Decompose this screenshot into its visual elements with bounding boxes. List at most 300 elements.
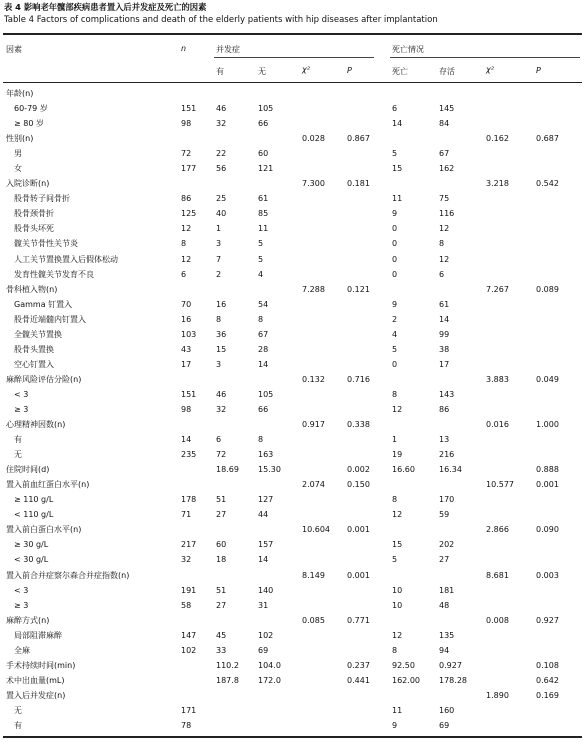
row-label: 60-79 岁 [14,104,48,114]
table-cell: 162.00 [392,675,420,685]
table-row [0,643,585,658]
table-cell: 0 [392,239,398,249]
row-label: < 30 g/L [14,555,49,565]
table-cell: 15 [216,344,227,354]
table-cell: 70 [181,299,192,309]
table-cell: 33 [216,645,227,655]
table-cell: 0.108 [536,660,559,670]
table-cell: 46 [216,104,227,114]
table-cell: 143 [439,389,455,399]
table-cell: 163 [258,450,274,460]
table-cell: 0.542 [536,179,559,189]
table-cell: 0.181 [347,179,370,189]
table-row [0,613,585,628]
table-cell: 7 [216,254,222,264]
table-cell: 86 [439,404,450,414]
table-cell: 172.0 [258,675,281,685]
table-cell: 0 [392,269,398,279]
table-cell: 9 [392,720,398,730]
table-cell: 10.604 [302,525,330,535]
table-row [0,387,585,402]
table-cell: 14 [258,359,269,369]
table-cell: 102 [181,645,197,655]
table-cell: 16 [216,299,227,309]
table-cell: 1 [392,435,398,445]
table-cell: 71 [181,510,192,520]
table-row [0,357,585,372]
table-cell: 8 [392,495,398,505]
table-cell: 72 [181,149,192,159]
row-label: 女 [14,164,22,174]
table-cell: 1.000 [536,420,559,430]
table-cell: 1.890 [486,690,509,700]
table-cell: 0.441 [347,675,370,685]
table-cell: 12 [392,404,403,414]
table-cell: 67 [258,329,269,339]
row-label: 股骨头坏死 [14,224,54,234]
table-cell: 60 [216,540,227,550]
row-label: 麻醉风险评估分险(n) [6,374,82,384]
table-cell: 8 [216,314,222,324]
table-cell: 5 [392,555,398,565]
table-cell: 12 [439,224,450,234]
top-rule [3,33,582,35]
table-cell: 178.28 [439,675,467,685]
table-row [0,507,585,522]
table-cell: 0.049 [536,374,559,384]
table-cell: 9 [392,209,398,219]
row-label: 有 [14,435,22,445]
table-cell: 12 [392,630,403,640]
table-cell: 1 [216,224,222,234]
table-row [0,161,585,176]
table-cell: 72 [216,450,227,460]
row-label: ≥ 3 [14,404,29,414]
table-cell: 13 [439,435,450,445]
table-cell: 51 [216,585,227,595]
table-cell: 4 [258,269,264,279]
header-group-death: 死亡情况 [392,45,424,54]
row-label: 心理精神因数(n) [6,420,66,430]
table-cell: 15.30 [258,465,281,475]
table-cell: 8 [439,239,445,249]
table-cell: 99 [439,329,450,339]
table-cell: 0.121 [347,284,370,294]
table-cell: 103 [181,329,197,339]
table-cell: 17 [439,359,450,369]
table-cell: 2 [216,269,222,279]
table-cell: 8 [181,239,187,249]
row-label: 无 [14,705,22,715]
table-cell: 10 [392,585,403,595]
table-cell: 151 [181,389,197,399]
header-chi-square-2: χ² [486,65,494,74]
table-cell: 27 [216,600,227,610]
table-row [0,312,585,327]
table-row [0,568,585,583]
table-cell: 5 [392,149,398,159]
table-row [0,221,585,236]
row-label: 全髋关节置换 [14,329,62,339]
row-label: < 3 [14,389,29,399]
row-label: 年龄(n) [6,89,34,98]
table-row [0,462,585,477]
table-cell: 66 [258,119,269,129]
table-cell: 0.132 [302,374,325,384]
table-cell: 6 [439,269,445,279]
table-cell: 43 [181,344,192,354]
table-cell: 10 [392,600,403,610]
row-label: 手术持续时间(min) [6,660,76,670]
table-cell: 14 [439,314,450,324]
header-complication-no: 无 [258,67,266,76]
table-cell: 0.016 [486,420,509,430]
table-cell: 6 [216,435,222,445]
table-row [0,477,585,492]
table-cell: 110.2 [216,660,239,670]
table-cell: 11 [258,224,269,234]
table-cell: 98 [181,119,192,129]
table-cell: 17 [181,359,192,369]
row-label: 全麻 [14,645,30,655]
table-cell: 38 [439,344,450,354]
table-cell: 31 [258,600,269,610]
table-cell: 32 [216,119,227,129]
table-cell: 14 [181,435,192,445]
table-cell: 0.001 [536,480,559,490]
row-label: 骨科植入物(n) [6,284,58,294]
table-cell: 98 [181,404,192,414]
table-cell: 66 [258,404,269,414]
table-cell: 0.888 [536,465,559,475]
row-label: 性别(n) [6,134,34,144]
table-cell: 2.866 [486,525,509,535]
table-row [0,537,585,552]
table-row [0,191,585,206]
row-label: 麻醉方式(n) [6,615,50,625]
table-cell: 44 [258,510,269,520]
table-cell: 40 [216,209,227,219]
table-cell: 60 [258,149,269,159]
table-cell: 151 [181,104,197,114]
table-cell: 69 [439,720,450,730]
table-cell: 0.028 [302,134,325,144]
table-cell: 105 [258,389,274,399]
table-cell: 127 [258,495,274,505]
row-label: 发育性髋关节发育不良 [14,269,94,279]
table-cell: 177 [181,164,197,174]
table-cell: 8 [392,389,398,399]
header-alive: 存活 [439,67,455,76]
table-cell: 61 [439,299,450,309]
table-cell: 28 [258,344,269,354]
row-label: 置入前白蛋白水平(n) [6,525,82,535]
table-cell: 25 [216,194,227,204]
table-cell: 0.927 [439,660,462,670]
table-cell: 5 [258,254,264,264]
table-cell: 56 [216,164,227,174]
table-row [0,252,585,267]
table-title-zh: 表 4 影响老年髋部疾病患者置入后并发症及死亡的因素 [4,2,207,12]
table-row [0,327,585,342]
row-label: 空心钉置入 [14,359,54,369]
table-cell: 145 [439,104,455,114]
table-row [0,342,585,357]
table-cell: 0 [392,359,398,369]
table-cell: 0 [392,254,398,264]
table-cell: 86 [181,194,192,204]
death-subrule [390,57,580,58]
table-body [0,86,585,733]
table-cell: 84 [439,119,450,129]
table-cell: 5 [258,239,264,249]
row-label: 置入后并发症(n) [6,690,66,700]
table-row [0,267,585,282]
row-label: ≥ 30 g/L [14,540,49,550]
table-cell: 191 [181,585,197,595]
row-label: 置入前合并症察尔森合并症指数(n) [6,570,130,580]
table-cell: 94 [439,645,450,655]
table-cell: 18.69 [216,465,239,475]
table-row [0,598,585,613]
table-row [0,432,585,447]
table-cell: 171 [181,705,197,715]
row-label: 股骨颈骨折 [14,209,54,219]
table-row [0,282,585,297]
table-cell: 157 [258,540,274,550]
table-cell: 0.917 [302,420,325,430]
table-row [0,372,585,387]
table-cell: 8 [258,314,264,324]
table-cell: 16.60 [392,465,415,475]
table-cell: 18 [216,555,227,565]
table-cell: 12 [181,254,192,264]
table-cell: 7.300 [302,179,325,189]
table-cell: 0.237 [347,660,370,670]
table-cell: 216 [439,450,455,460]
row-label: 股骨转子间骨折 [14,194,70,204]
table-cell: 0.687 [536,134,559,144]
table-cell: 2 [392,314,398,324]
header-factor: 因素 [6,45,22,54]
table-cell: 54 [258,299,269,309]
row-label: Gamma 钉置入 [14,299,73,309]
table-cell: 0.169 [536,690,559,700]
table-cell: 7.267 [486,284,509,294]
table-cell: 4 [392,329,398,339]
table-cell: 27 [439,555,450,565]
table-cell: 0.008 [486,615,509,625]
table-cell: 116 [439,209,455,219]
table-cell: 5 [392,344,398,354]
table-cell: 75 [439,194,450,204]
table-row [0,447,585,462]
table-cell: 121 [258,164,274,174]
header-dead: 死亡 [392,67,408,76]
table-cell: 7.288 [302,284,325,294]
table-cell: 46 [216,389,227,399]
table-cell: 14 [392,119,403,129]
table-row [0,583,585,598]
table-cell: 160 [439,705,455,715]
table-row [0,206,585,221]
table-cell: 92.50 [392,660,415,670]
table-cell: 8.149 [302,570,325,580]
table-row [0,146,585,161]
table-cell: 11 [392,194,403,204]
table-cell: 36 [216,329,227,339]
header-rule [3,82,582,83]
table-cell: 0.085 [302,615,325,625]
table-cell: 32 [181,555,192,565]
table-cell: 22 [216,149,227,159]
table-row [0,628,585,643]
table-cell: 187.8 [216,675,239,685]
row-label: 股骨头置换 [14,344,54,354]
table-cell: 2.074 [302,480,325,490]
row-label: 髋关节骨性关节炎 [14,239,78,249]
table-row [0,552,585,567]
table-cell: 0.642 [536,675,559,685]
table-cell: 58 [181,600,192,610]
table-cell: 0.771 [347,615,370,625]
table-cell: 78 [181,720,192,730]
table-row [0,688,585,703]
table-cell: 59 [439,510,450,520]
table-row [0,492,585,507]
header-group-complication: 并发症 [216,45,240,54]
table-cell: 0.867 [347,134,370,144]
table-cell: 14 [258,555,269,565]
table-cell: 3.218 [486,179,509,189]
table-cell: 0.150 [347,480,370,490]
table-cell: 235 [181,450,197,460]
table-cell: 125 [181,209,197,219]
row-label: 局部阻滞麻醉 [14,630,62,640]
table-cell: 0.338 [347,420,370,430]
table-cell: 162 [439,164,455,174]
table-cell: 3.883 [486,374,509,384]
table-cell: 0 [392,224,398,234]
header-complication-yes: 有 [216,67,224,76]
table-row [0,131,585,146]
table-cell: 12 [439,254,450,264]
table-cell: 8 [392,645,398,655]
row-label: < 3 [14,585,29,595]
header-p-1: P [347,66,352,75]
table-row [0,673,585,688]
table-row [0,658,585,673]
complication-subrule [214,57,374,58]
table-cell: 6 [181,269,187,279]
table-cell: 102 [258,630,274,640]
table-cell: 32 [216,404,227,414]
table-cell: 0.162 [486,134,509,144]
table-cell: 135 [439,630,455,640]
table-title-en: Table 4 Factors of complications and death of the elderly patients with hip diseases after implantation [4,15,438,25]
table-row [0,402,585,417]
table-cell: 3 [216,359,222,369]
table-cell: 0.927 [536,615,559,625]
table-row [0,101,585,116]
table-row [0,297,585,312]
table-cell: 8.681 [486,570,509,580]
table-row [0,176,585,191]
header-p-2: P [536,66,541,75]
bottom-rule [3,736,582,738]
table-cell: 9 [392,299,398,309]
header-n: n [181,44,187,53]
table-cell: 12 [392,510,403,520]
table-cell: 8 [258,435,264,445]
table-cell: 12 [181,224,192,234]
table-cell: 19 [392,450,403,460]
row-label: ≥ 80 岁 [14,119,44,129]
table-row [0,116,585,131]
table-cell: 11 [392,705,403,715]
table-row [0,703,585,718]
table-cell: 48 [439,600,450,610]
table-cell: 181 [439,585,455,595]
table-cell: 147 [181,630,197,640]
table-cell: 217 [181,540,197,550]
table-cell: 67 [439,149,450,159]
table-cell: 105 [258,104,274,114]
table-cell: 69 [258,645,269,655]
table-cell: 27 [216,510,227,520]
row-label: 男 [14,149,22,159]
table-row [0,236,585,251]
row-label: 置入前血红蛋白水平(n) [6,480,90,490]
row-label: 人工关节置换置入后假体松动 [14,254,118,264]
table-cell: 6 [392,104,398,114]
row-label: 住院时间(d) [6,465,50,475]
table-cell: 61 [258,194,269,204]
table-cell: 16.34 [439,465,462,475]
table-cell: 51 [216,495,227,505]
row-label: 股骨近端髓内钉置入 [14,314,86,324]
row-label: ≥ 110 g/L [14,495,54,505]
table-row [0,718,585,733]
table-cell: 140 [258,585,274,595]
row-label: 无 [14,450,22,460]
row-label: 有 [14,720,22,730]
header-chi-square-1: χ² [302,65,310,74]
table-row [0,417,585,432]
table-cell: 0.089 [536,284,559,294]
row-label: ≥ 3 [14,600,29,610]
table-cell: 0.001 [347,525,370,535]
table-cell: 15 [392,540,403,550]
table-cell: 0.090 [536,525,559,535]
table-cell: 0.003 [536,570,559,580]
table-cell: 85 [258,209,269,219]
table-cell: 170 [439,495,455,505]
table-cell: 15 [392,164,403,174]
row-label: 术中出血量(mL) [6,675,65,685]
table-cell: 178 [181,495,197,505]
table-row [0,522,585,537]
table-cell: 0.002 [347,465,370,475]
table-row [0,86,585,101]
table-cell: 0.716 [347,374,370,384]
table-cell: 104.0 [258,660,281,670]
table-cell: 3 [216,239,222,249]
row-label: < 110 g/L [14,510,54,520]
table-cell: 202 [439,540,455,550]
table-cell: 16 [181,314,192,324]
table-cell: 10.577 [486,480,514,490]
